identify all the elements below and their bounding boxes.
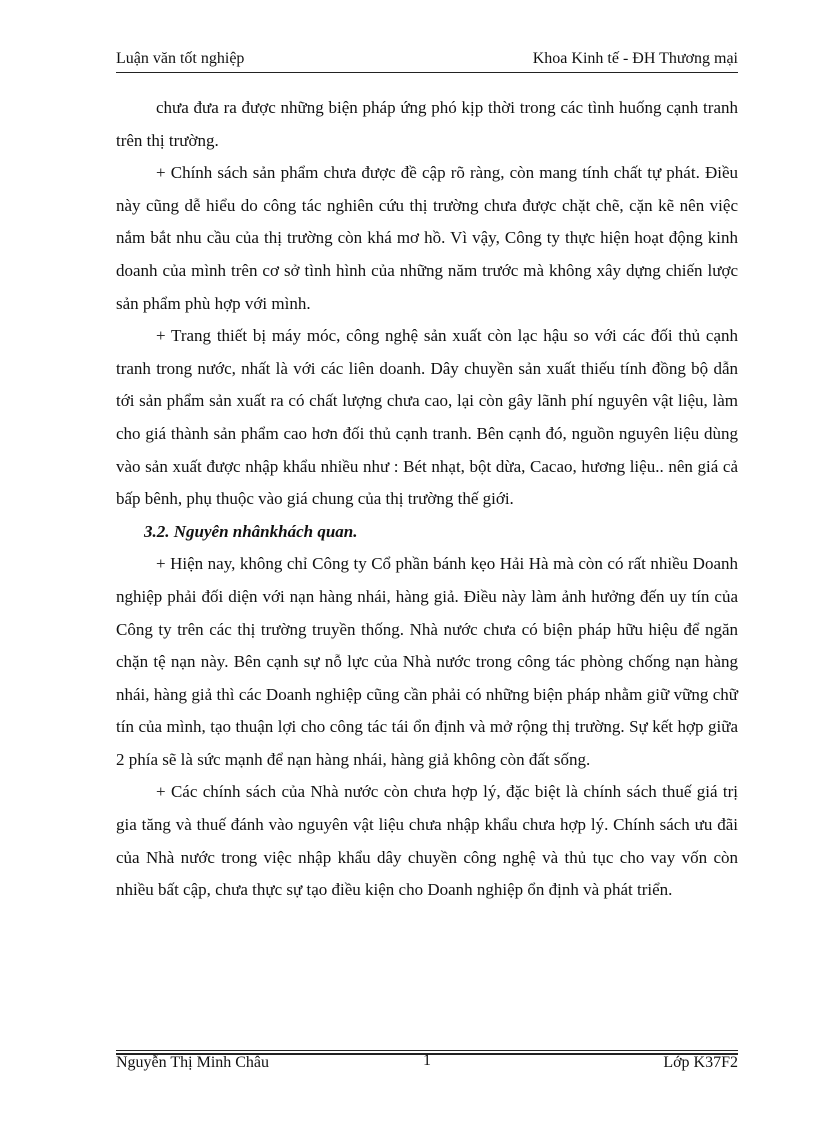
header-divider bbox=[116, 72, 738, 73]
paragraph-counterfeit: + Hiện nay, không chỉ Công ty Cổ phần bánh kẹo Hải Hà mà còn có rất nhiều Doanh nghiệp phải đối diện với nạn hàng nhái, hàng giả. Điều này làm ảnh hưởng đến uy tín của Công ty trên các thị trường truyền thống. Nhà nước chưa có biện pháp hữu hiệu để ngăn chặn tệ nạn này. Bên cạnh sự nỗ lực của Nhà nước trong công tác phòng chống nạn hàng nhái, hàng giả thì các Doanh nghiệp cũng cần phải có những biện pháp nhằm giữ vững chữ tín của mình, tạo thuận lợi cho công tác tái ổn định và mở rộng thị trường. Sự kết hợp giữa 2 phía sẽ là sức mạnh để nạn hàng nhái, hàng giả không còn đất sống. bbox=[116, 554, 738, 769]
paragraph-equipment: + Trang thiết bị máy móc, công nghệ sản xuất còn lạc hậu so với các đối thủ cạnh tranh trong nước, nhất là với các liên doanh. Dây chuyền sản xuất thiếu tính đồng bộ dẫn tới sản phẩm sản xuất ra có chất lượng chưa cao, lại còn gây lãnh phí nguyên vật liệu, làm cho giá thành sản phẩm cao hơn đối thủ cạnh tranh. Bên cạnh đó, nguồn nguyên liệu dùng vào sản xuất được nhập khẩu nhiều như : Bét nhạt, bột dừa, Cacao, hương liệu.. nên giá cả bấp bênh, phụ thuộc vào giá chung của thị trường thế giới. bbox=[116, 326, 738, 509]
document-body bbox=[116, 92, 738, 907]
footer-class: Lớp K37F2 bbox=[663, 1054, 738, 1071]
footer-author: Nguyễn Thị Minh Châu bbox=[116, 1054, 270, 1071]
page-header bbox=[116, 50, 738, 72]
header-faculty-label: Khoa Kinh tế - ĐH Thương mại bbox=[532, 50, 738, 67]
footer-divider-thin bbox=[116, 1050, 738, 1051]
paragraph-product-policy: + Chính sách sản phẩm chưa được đề cập rõ ràng, còn mang tính chất tự phát. Điều này cũng dễ hiểu do công tác nghiên cứu thị trường chưa được chặt chẽ, cặn kẽ nên việc nắm bắt nhu cầu của thị trường còn khá mơ hồ. Vì vậy, Công ty thực hiện hoạt động kinh doanh của mình trên cơ sở tình hình của những năm trước mà không xây dựng chiến lược sản phẩm phù hợp với mình. bbox=[116, 163, 738, 313]
section-heading: 3.2. Nguyên nhânkhách quan. bbox=[144, 521, 358, 541]
page-number: 1 bbox=[423, 1052, 431, 1069]
paragraph-continuation: chưa đưa ra được những biện pháp ứng phó kịp thời trong các tình huống cạnh tranh trên thị trường. bbox=[116, 98, 738, 150]
paragraph-state-policy: + Các chính sách của Nhà nước còn chưa hợp lý, đặc biệt là chính sách thuế giá trị gia tăng và thuế đánh vào nguyên vật liệu chưa nhập khẩu chưa hợp lý. Chính sách ưu đãi của Nhà nước trong việc nhập khẩu dây chuyền công nghệ và thủ tục cho vay vốn còn nhiều bất cập, chưa thực sự tạo điều kiện cho Doanh nghiệp ổn định và phát triển. bbox=[116, 782, 738, 900]
header-thesis-label: Luận văn tốt nghiệp bbox=[116, 50, 245, 67]
page-footer bbox=[116, 1054, 738, 1078]
